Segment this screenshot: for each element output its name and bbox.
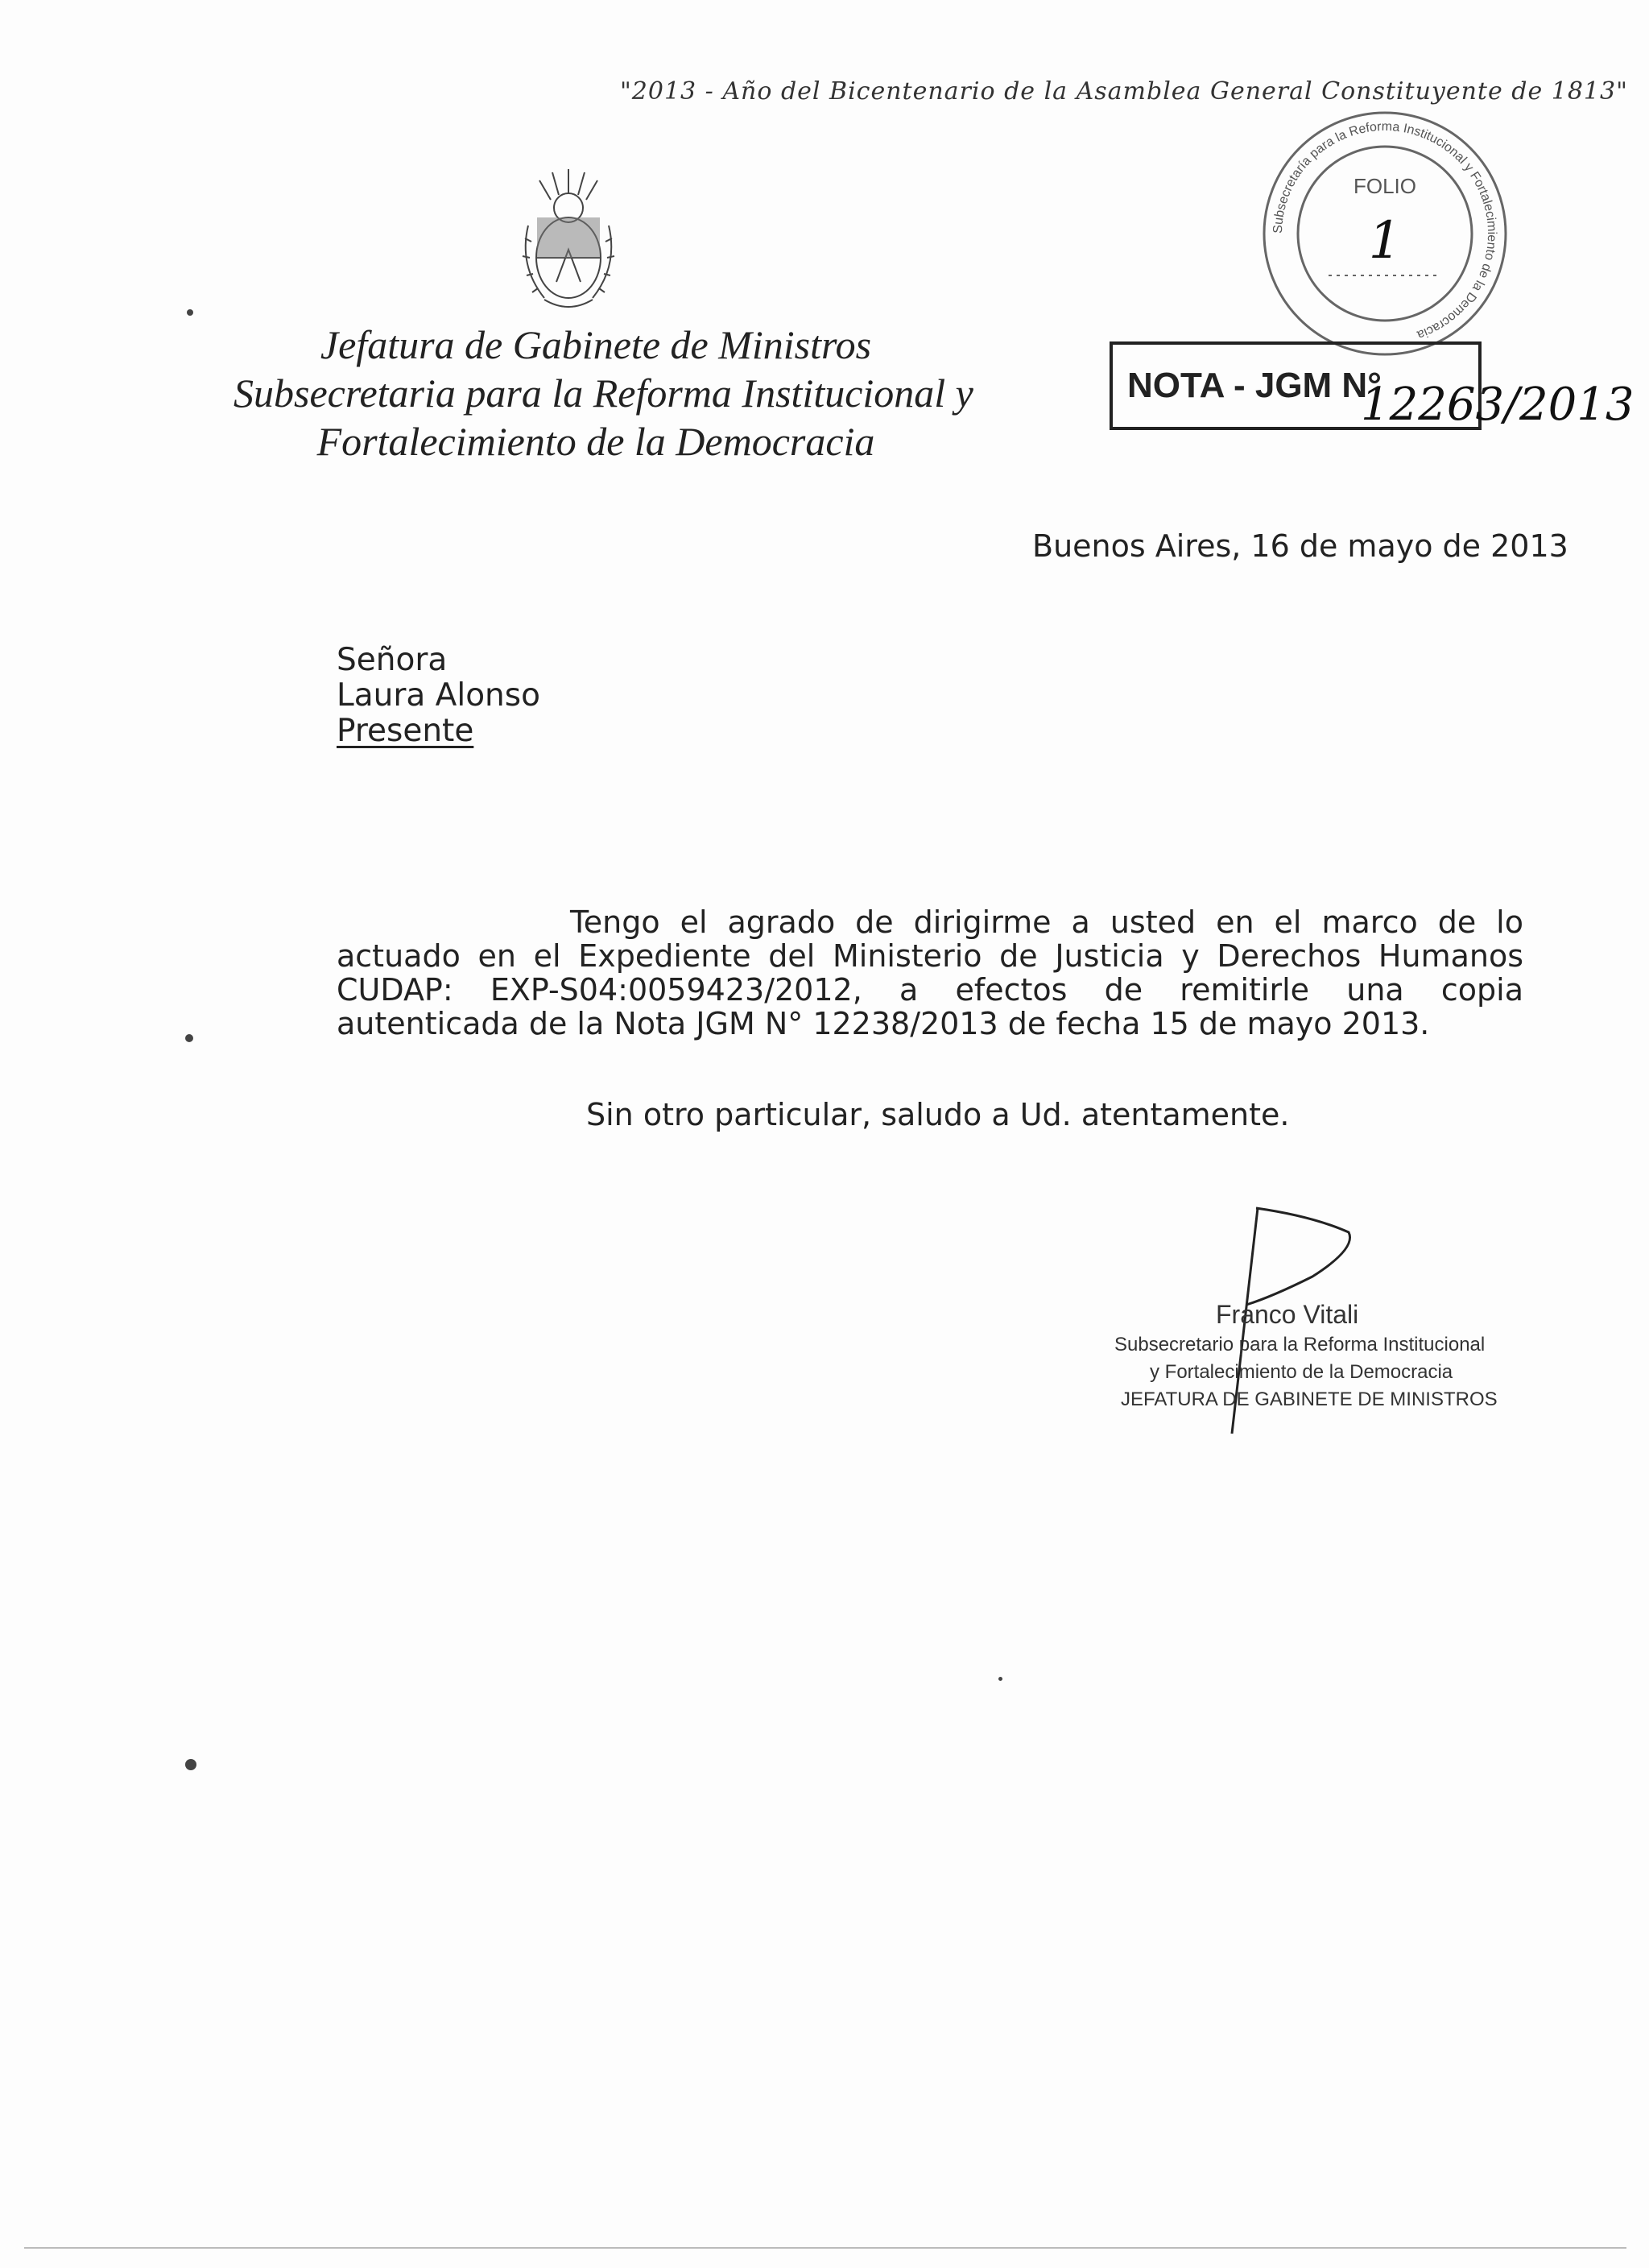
nota-handwritten-number: 12263/2013 [1361,379,1635,431]
signatory-name: Franco Vitali [1216,1300,1359,1329]
stamp-ring-text: Subsecretaría para la Reforma Institucional y Fortalecimiento de la Democracia [1271,119,1499,342]
addressee-presente: Presente [337,713,474,749]
letter-body [337,905,1523,1041]
letterhead [234,321,973,466]
letterhead-line-1: Jefatura de Gabinete de Ministros [320,322,872,367]
scan-speck [187,309,193,316]
signatory-title-3: JEFATURA DE GABINETE DE MINISTROS [1121,1389,1498,1410]
addressee-salutation: Señora [337,642,448,678]
body-paragraph: Tengo el agrado de dirigirme a usted en el marco de lo actuado en el Expediente del Ministerio de Justicia y Derechos Humanos CUDAP: EXP-S04:0059423/2012, a efectos de remitirle una copia autenticada de la Nota JGM N° 12238/2013 de fecha 15 de mayo 2013. [337,904,1523,1041]
scan-speck [185,1034,193,1042]
folio-stamp [1256,105,1514,362]
folio-number: 1 [1368,211,1402,271]
year-motto: "2013 - Año del Bicentenario de la Asamblea General Constituyente de 1813" [620,77,1628,106]
closing-line: Sin otro particular, saludo a Ud. atentamente. [586,1097,1290,1132]
signatory-title-1: Subsecretario para la Reforma Institucional [1114,1334,1486,1355]
signatory-title-2: y Fortalecimiento de la Democracia [1150,1361,1453,1383]
national-coat-of-arms-icon [512,161,625,322]
addressee [337,643,540,749]
scan-speck [185,1759,196,1770]
nota-label: NOTA - JGM N° [1127,366,1382,405]
letter-date: Buenos Aires, 16 de mayo de 2013 [1032,528,1568,564]
scan-edge-line [24,2247,1626,2249]
letterhead-line-3: Fortalecimiento de la Democracia [316,419,875,464]
addressee-name: Laura Alonso [337,677,540,714]
folio-label: FOLIO [1353,174,1417,198]
scan-speck [998,1677,1002,1681]
letterhead-line-2: Subsecretaria para la Reforma Institucional y [234,370,973,416]
